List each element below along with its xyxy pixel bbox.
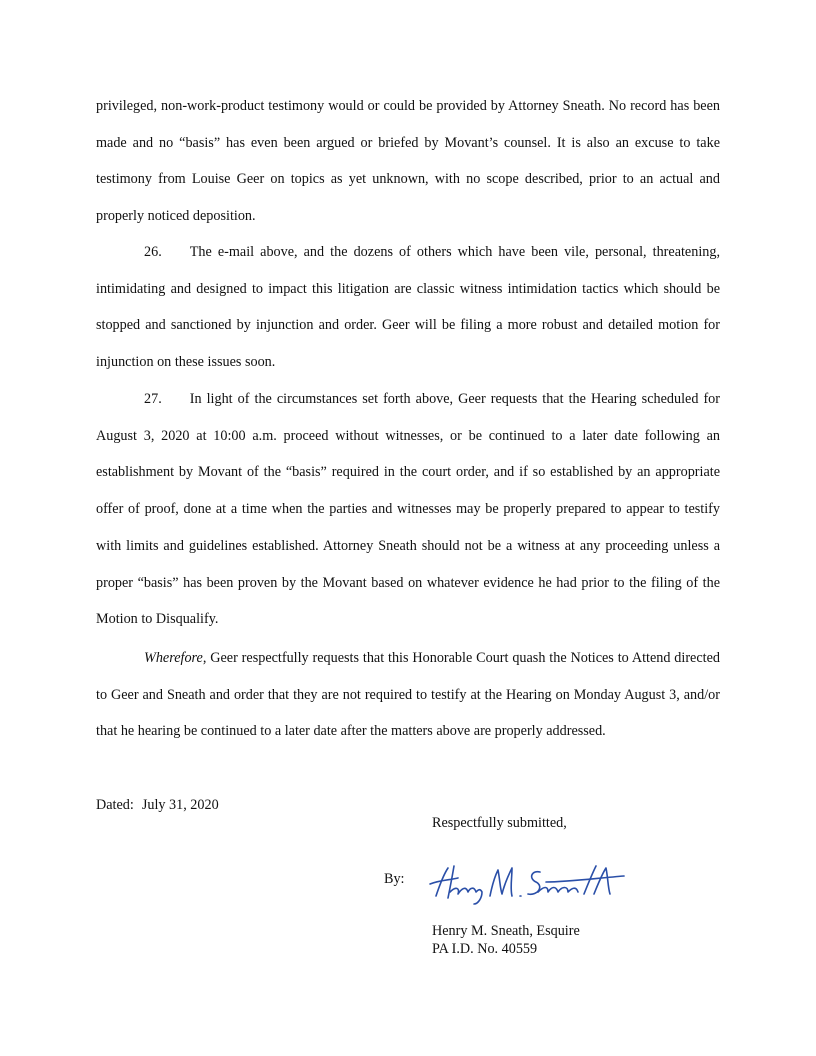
wherefore-lead: Wherefore — [144, 650, 203, 666]
paragraph-26 — [96, 234, 720, 381]
paragraph-continued: privileged, non-work-product testimony would or could be provided by Attorney Sneath. No record has been made and no “basis” has even been argued or briefed by Movant’s counsel. It is also an excuse to take testimony from Louise Geer on topics as yet unknown, with no scope described, prior to an actual and properly noticed deposition. — [96, 98, 720, 225]
signature-block — [432, 922, 580, 958]
dated-label: Dated: — [96, 797, 134, 813]
wherefore-text: , Geer respectfully requests that this Honorable Court quash the Notices to Attend directed to Geer and Sneath and order that they are not required to testify at the Hearing on Monday August 3, and/or that he hearing be continued to a later date after the matters above are properly addressed. — [96, 650, 720, 740]
handwritten-signature — [428, 858, 628, 908]
signer-name: Henry M. Sneath, Esquire — [432, 923, 580, 939]
signer-id: PA I.D. No. 40559 — [432, 941, 538, 957]
paragraph-27-number: 27. — [144, 391, 162, 407]
dated-line — [96, 796, 219, 814]
paragraph-26-text: The e-mail above, and the dozens of others which have been vile, personal, threatening, intimidating and designed to impact this litigation are classic witness intimidation tactics which should be stopped and sanctioned by injunction and order. Geer will be filing a more robust and detailed motion for injunction on these issues soon. — [96, 244, 720, 371]
dated-value: July 31, 2020 — [141, 797, 219, 813]
by-label: By: — [384, 871, 405, 887]
paragraph-26-number: 26. — [144, 244, 162, 260]
respectfully-submitted: Respectfully submitted, — [432, 815, 567, 831]
paragraph-27 — [96, 381, 720, 638]
wherefore-paragraph — [96, 640, 720, 750]
paragraph-27-text: In light of the circumstances set forth above, Geer requests that the Hearing scheduled for August 3, 2020 at 10:00 a.m. proceed without witnesses, or be continued to a later date following an establishment by Movant of the “basis” required in the court order, and if so established by an appropriate offer of proof, done at a time when the parties and witnesses may be properly prepared to appear to testify with limits and guidelines established. Attorney Sneath should not be a witness at any proceeding unless a proper “basis” has been proven by the Movant based on whatever evidence he had prior to the filing of the Motion to Disqualify. — [96, 391, 720, 628]
